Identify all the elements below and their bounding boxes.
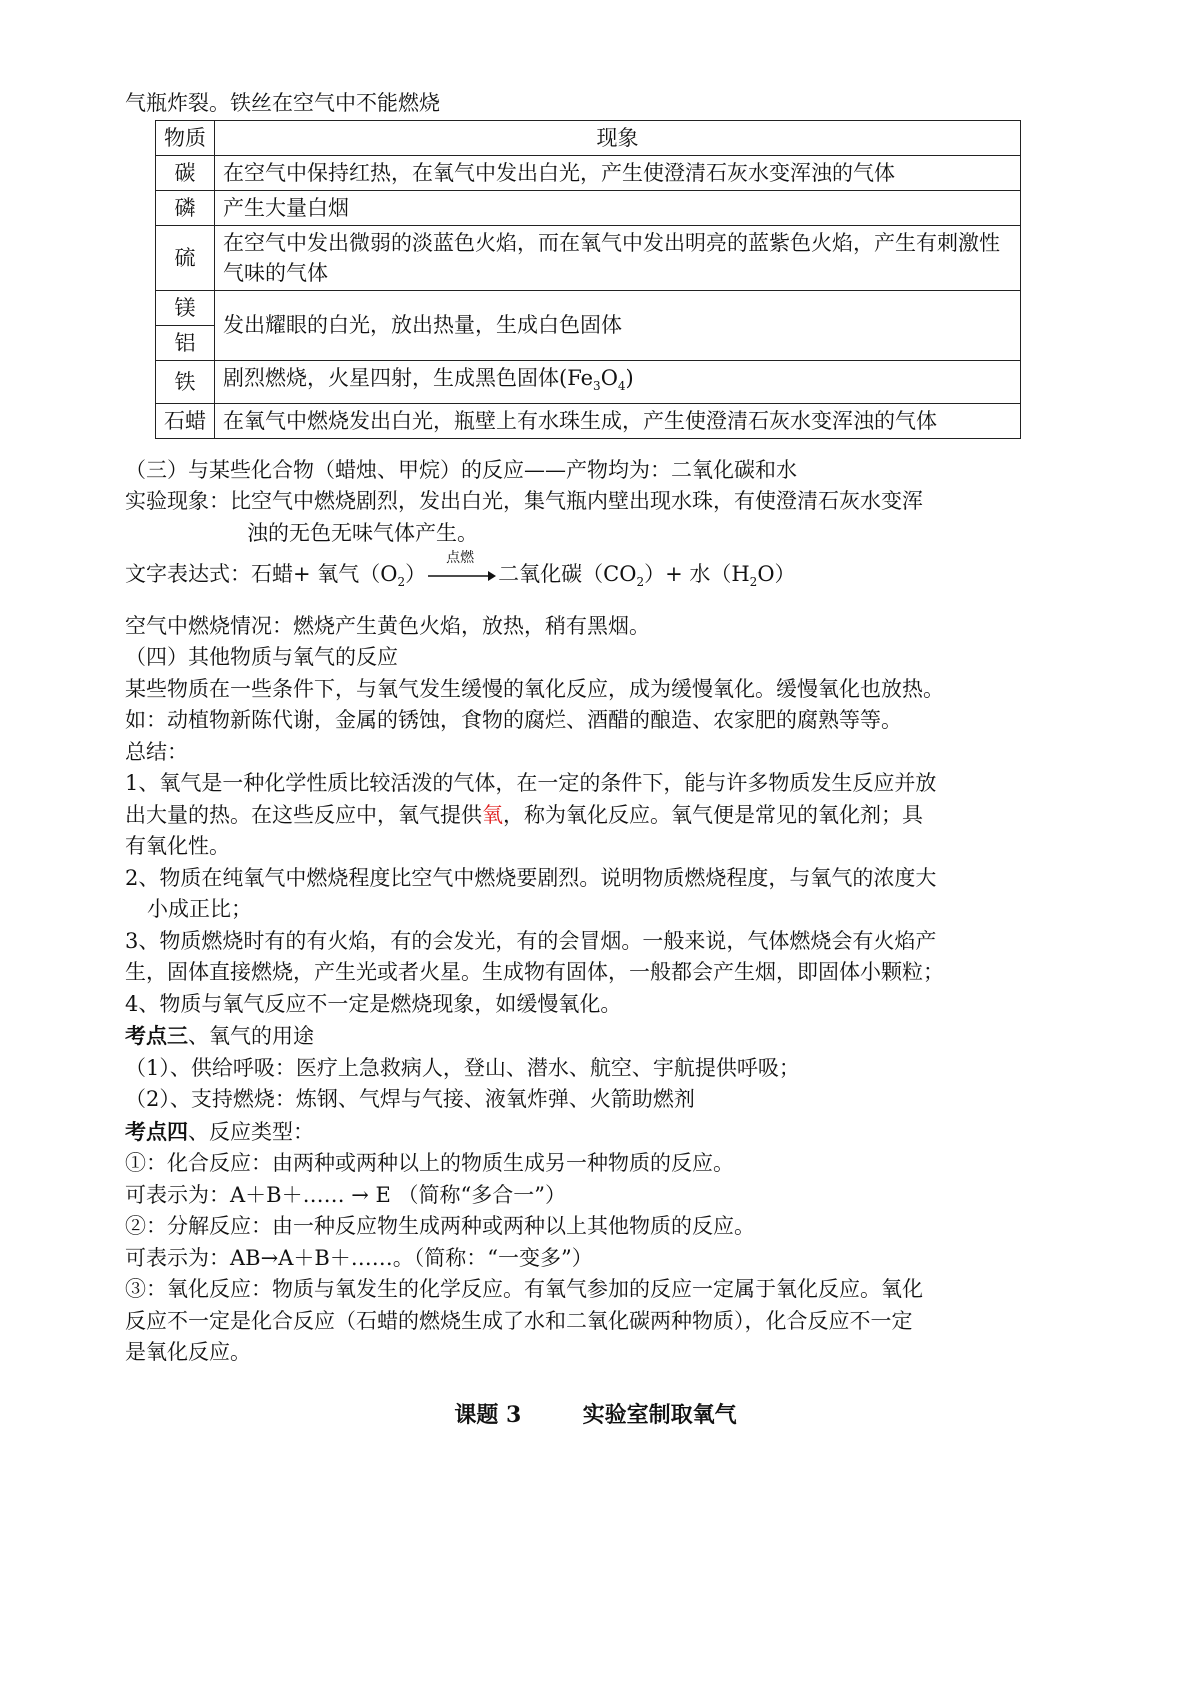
- summary-3-cont: 生，固体直接燃烧，产生光或者火星。生成物有固体，一般都会产生烟，即固体小颗粒；: [125, 960, 944, 985]
- lesson-title: 课题 3 实验室制取氧气: [454, 1402, 737, 1428]
- formula-subscript: 4: [617, 378, 626, 393]
- key-point-3-label: 考点三: [125, 1023, 188, 1049]
- table-row: [156, 225, 1021, 290]
- summary-3: 3、物质燃烧时有的有火焰，有的会发光，有的会冒烟。一般来说，气体燃烧会有火焰产: [125, 928, 937, 953]
- section-4-heading: （四）其他物质与氧气的反应: [125, 645, 398, 670]
- phenomenon-text: 剧烈燃烧，火星四射，生成黑色固体(Fe: [223, 365, 594, 390]
- substance-cell: 碳: [156, 155, 215, 190]
- header-phenomenon: 现象: [215, 120, 1021, 155]
- equation-paren: ）: [405, 562, 427, 587]
- reaction-type-2-formula: 可表示为：AB→A＋B＋……。（简称：“一变多”）: [125, 1245, 593, 1270]
- experiment-phenomenon: 实验现象：比空气中燃烧剧烈，发出白光，集气瓶内壁出现水珠，有使澄清石灰水变浑: [125, 489, 923, 514]
- table-row: [156, 155, 1021, 190]
- summary-2-cont: 小成正比；: [147, 897, 252, 922]
- arrow-icon: [428, 568, 496, 584]
- equation-product-2: ）+ 水（H: [644, 562, 750, 587]
- use-2: （2）、支持燃烧：炼钢、气焊与气接、液氧炸弹、火箭助燃剂: [125, 1087, 695, 1112]
- table-row: [156, 403, 1021, 438]
- reaction-type-3-cont: 反应不一定是化合反应（石蜡的燃烧生成了水和二氧化碳两种物质），化合反应不一定: [125, 1308, 913, 1333]
- subscript: 2: [636, 575, 645, 590]
- summary-1-text: 出大量的热。在这些反应中，氧气提供: [125, 802, 482, 827]
- slow-oxidation: 某些物质在一些条件下，与氧气发生缓慢的氧化反应，成为缓慢氧化。缓慢氧化也放热。: [125, 676, 944, 701]
- formula-subscript: 3: [593, 378, 601, 393]
- reaction-condition: 点燃: [446, 549, 475, 566]
- slow-oxidation-examples: 如：动植物新陈代谢，金属的锈蚀，食物的腐烂、酒醋的酿造、农家肥的腐熟等等。: [125, 708, 902, 733]
- equation-end: O）: [757, 562, 796, 587]
- table-row: [156, 360, 1021, 403]
- summary-1-end: 有氧化性。: [125, 834, 230, 859]
- reaction-type-3-end: 是氧化反应。: [125, 1340, 251, 1365]
- reaction-type-1-formula: 可表示为：A＋B＋…… → E （简称“多合一”）: [125, 1182, 567, 1207]
- equation-reactants: 文字表达式：石蜡+ 氧气（O: [125, 562, 398, 587]
- summary-2: 2、物质在纯氧气中燃烧程度比空气中燃烧要剧烈。说明物质燃烧程度，与氧气的浓度大: [125, 865, 937, 890]
- reaction-type-3: ③：氧化反应：物质与氧发生的化学反应。有氧气参加的反应一定属于氧化反应。氧化: [125, 1277, 923, 1302]
- reaction-type-2: ②：分解反应：由一种反应物生成两种或两种以上其他物质的反应。: [125, 1214, 755, 1239]
- subscript: 2: [749, 575, 758, 590]
- phenomenon-cell: [215, 360, 1021, 403]
- highlight-oxygen: 氧: [482, 802, 503, 827]
- air-combustion: 空气中燃烧情况：燃烧产生黄色火焰，放热，稍有黑烟。: [125, 613, 650, 638]
- key-point-4-title: 、反应类型：: [188, 1119, 314, 1144]
- phenomenon-cell: 在空气中保持红热，在氧气中发出白光，产生使澄清石灰水变浑浊的气体: [215, 155, 1021, 190]
- key-point-4-label: 考点四: [125, 1118, 188, 1144]
- word-equation: [125, 549, 1065, 599]
- substance-cell: 铁: [156, 360, 215, 403]
- phenomenon-cell: 发出耀眼的白光，放出热量，生成白色固体: [215, 290, 1021, 360]
- phenomenon-cell: 在氧气中燃烧发出白光，瓶壁上有水珠生成，产生使澄清石灰水变浑浊的气体: [215, 403, 1021, 438]
- equation-product-1: 二氧化碳（CO: [498, 562, 637, 587]
- substance-cell: 硫: [156, 225, 215, 290]
- substance-cell: 磷: [156, 190, 215, 225]
- section-3-heading: （三）与某些化合物（蜡烛、甲烷）的反应——产物均为：二氧化碳和水: [125, 457, 797, 482]
- phenomenon-cell: 在空气中发出微弱的淡蓝色火焰，而在氧气中发出明亮的蓝紫色火焰，产生有刺激性气味的气体: [215, 225, 1021, 290]
- key-point-3: [125, 1020, 1065, 1053]
- intro-line: 气瓶炸裂。铁丝在空气中不能燃烧: [125, 91, 440, 115]
- summary-1-text-2: ，称为氧化反应。氧气便是常见的氧化剂；具: [503, 802, 923, 827]
- summary-1: 1、氧气是一种化学性质比较活泼的气体，在一定的条件下，能与许多物质发生反应并放: [125, 771, 937, 796]
- phenomenon-cell: 产生大量白烟: [215, 190, 1021, 225]
- header-substance: 物质: [156, 120, 215, 155]
- subscript: 2: [397, 575, 406, 590]
- combustion-phenomena-table: [155, 120, 1021, 439]
- use-1: （1）、供给呼吸：医疗上急救病人，登山、潜水、航空、宇航提供呼吸；: [125, 1055, 800, 1080]
- summary-4: 4、物质与氧气反应不一定是燃烧现象，如缓慢氧化。: [125, 991, 622, 1016]
- formula-close: ): [625, 365, 634, 390]
- substance-cell: 石蜡: [156, 403, 215, 438]
- summary-1-cont: [125, 800, 1065, 832]
- reaction-arrow: [428, 549, 496, 588]
- formula-element: O: [600, 365, 618, 390]
- table-row: [156, 190, 1021, 225]
- reaction-type-1: ①：化合反应：由两种或两种以上的物质生成另一种物质的反应。: [125, 1151, 734, 1176]
- summary-heading: 总结：: [125, 739, 188, 764]
- table-header-row: [156, 120, 1021, 155]
- substance-cell: 镁: [156, 290, 215, 325]
- key-point-4: [125, 1116, 1065, 1149]
- key-point-3-title: 、氧气的用途: [188, 1024, 314, 1049]
- document-body: [125, 88, 1065, 1369]
- substance-cell: 铝: [156, 325, 215, 360]
- table-row: [156, 290, 1021, 325]
- experiment-phenomenon-cont: 浊的无色无味气体产生。: [247, 520, 478, 545]
